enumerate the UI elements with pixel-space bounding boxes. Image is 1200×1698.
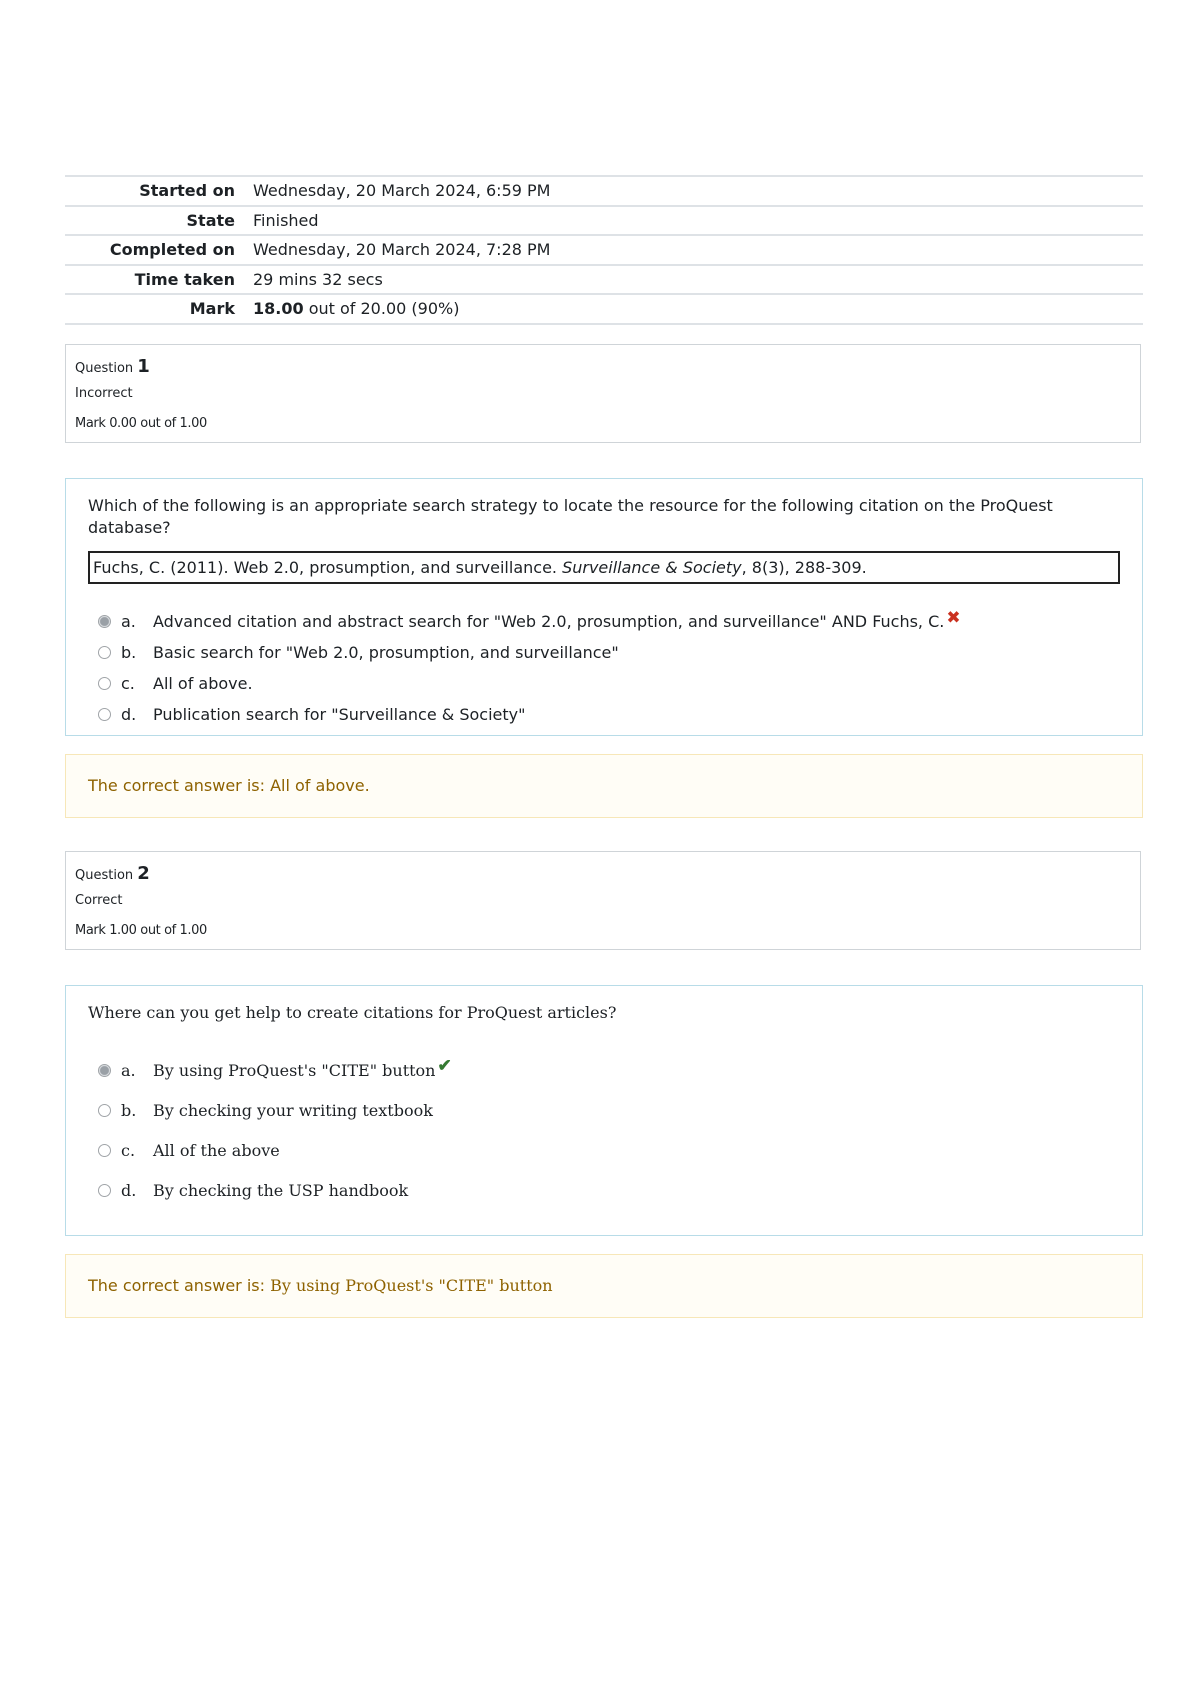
summary-label: Started on	[139, 181, 235, 201]
answer-letter: d.	[121, 1180, 137, 1200]
citation-volume: , 8(3), 288-309.	[741, 558, 867, 577]
question-number-value: 1	[137, 356, 150, 377]
summary-label: State	[186, 210, 235, 230]
attempt-summary-table	[65, 175, 1143, 325]
answer-list	[88, 606, 1120, 730]
question-word: Question	[75, 868, 134, 883]
question-formulation-1	[65, 478, 1143, 736]
question-info-1	[65, 344, 1141, 443]
summary-value: Wednesday, 20 March 2024, 7:28 PM	[253, 240, 551, 260]
answer-text: By checking the USP handbook	[153, 1180, 409, 1200]
answer-letter: c.	[121, 1140, 136, 1160]
question-state: Correct	[75, 893, 123, 908]
answer-option-a[interactable]	[88, 606, 1120, 637]
answer-letter: c.	[121, 674, 135, 693]
summary-row-state	[65, 206, 1143, 236]
answer-option-b[interactable]	[88, 637, 1120, 668]
question-formulation-2	[65, 985, 1143, 1236]
summary-label: Completed on	[109, 240, 235, 260]
answer-letter: b.	[121, 643, 137, 662]
citation-box	[88, 551, 1120, 584]
question-word: Question	[75, 361, 134, 376]
question-grade: Mark 1.00 out of 1.00	[75, 923, 207, 938]
answer-text: Basic search for "Web 2.0, prosumption, and surveillance"	[153, 643, 619, 662]
summary-row-mark	[65, 294, 1143, 324]
answer-option-b[interactable]	[88, 1090, 1120, 1130]
radio-button[interactable]	[98, 646, 111, 659]
summary-value: Finished	[253, 210, 319, 230]
summary-row-time-taken	[65, 265, 1143, 295]
answer-text: By using ProQuest's "CITE" button	[153, 1060, 436, 1080]
feedback-label: The correct answer is:	[88, 1276, 271, 1295]
radio-button[interactable]	[98, 1144, 111, 1157]
question-text: Where can you get help to create citations for ProQuest articles?	[88, 1003, 617, 1022]
answer-text: All of above.	[153, 674, 253, 693]
summary-value: 29 mins 32 secs	[253, 269, 383, 289]
answer-letter: d.	[121, 705, 137, 724]
radio-button[interactable]	[98, 708, 111, 721]
question-state: Incorrect	[75, 386, 133, 401]
answer-list	[88, 1050, 1120, 1210]
answer-text: By checking your writing textbook	[153, 1100, 433, 1120]
answer-letter: a.	[121, 612, 136, 631]
answer-text: All of the above	[153, 1140, 280, 1160]
answer-letter: b.	[121, 1100, 137, 1120]
radio-button[interactable]	[98, 1184, 111, 1197]
citation-authors: Fuchs, C. (2011). Web 2.0, prosumption, and surveillance.	[93, 558, 563, 577]
question-number	[75, 862, 1131, 886]
question-info-2	[65, 851, 1141, 950]
answer-text: Advanced citation and abstract search for "Web 2.0, prosumption, and surveillance" AND Fuchs, C.	[153, 612, 945, 631]
correct-answer-feedback-1: The correct answer is: All of above.	[65, 754, 1143, 818]
answer-option-d[interactable]	[88, 699, 1120, 730]
answer-option-a[interactable]	[88, 1050, 1120, 1090]
radio-button[interactable]	[98, 677, 111, 690]
answer-option-c[interactable]	[88, 1130, 1120, 1170]
mark-total: out of 20.00 (90%)	[308, 299, 460, 319]
radio-button[interactable]	[98, 1104, 111, 1117]
correct-answer-feedback-2	[65, 1254, 1143, 1318]
summary-value: Wednesday, 20 March 2024, 6:59 PM	[253, 181, 551, 201]
feedback-answer: By using ProQuest's "CITE" button	[270, 1276, 553, 1295]
summary-label: Time taken	[134, 269, 235, 289]
check-icon: ✔	[437, 1056, 452, 1076]
summary-row-completed	[65, 235, 1143, 265]
citation-journal: Surveillance & Society	[562, 558, 742, 577]
question-grade: Mark 0.00 out of 1.00	[75, 416, 207, 431]
radio-button-selected[interactable]	[98, 615, 111, 628]
answer-text: Publication search for "Surveillance & Society"	[153, 705, 526, 724]
question-number-value: 2	[137, 863, 150, 884]
answer-letter: a.	[121, 1060, 136, 1080]
answer-option-c[interactable]	[88, 668, 1120, 699]
radio-button-selected[interactable]	[98, 1064, 111, 1077]
cross-icon: ✖	[946, 607, 961, 628]
mark-score: 18.00	[253, 299, 304, 319]
summary-value	[253, 294, 1143, 324]
question-number	[75, 355, 1131, 379]
summary-label: Mark	[189, 299, 235, 319]
question-text: Which of the following is an appropriate search strategy to locate the resource for the following citation on the ProQuest database?	[88, 496, 1053, 537]
answer-option-d[interactable]	[88, 1170, 1120, 1210]
summary-row-started	[65, 176, 1143, 206]
